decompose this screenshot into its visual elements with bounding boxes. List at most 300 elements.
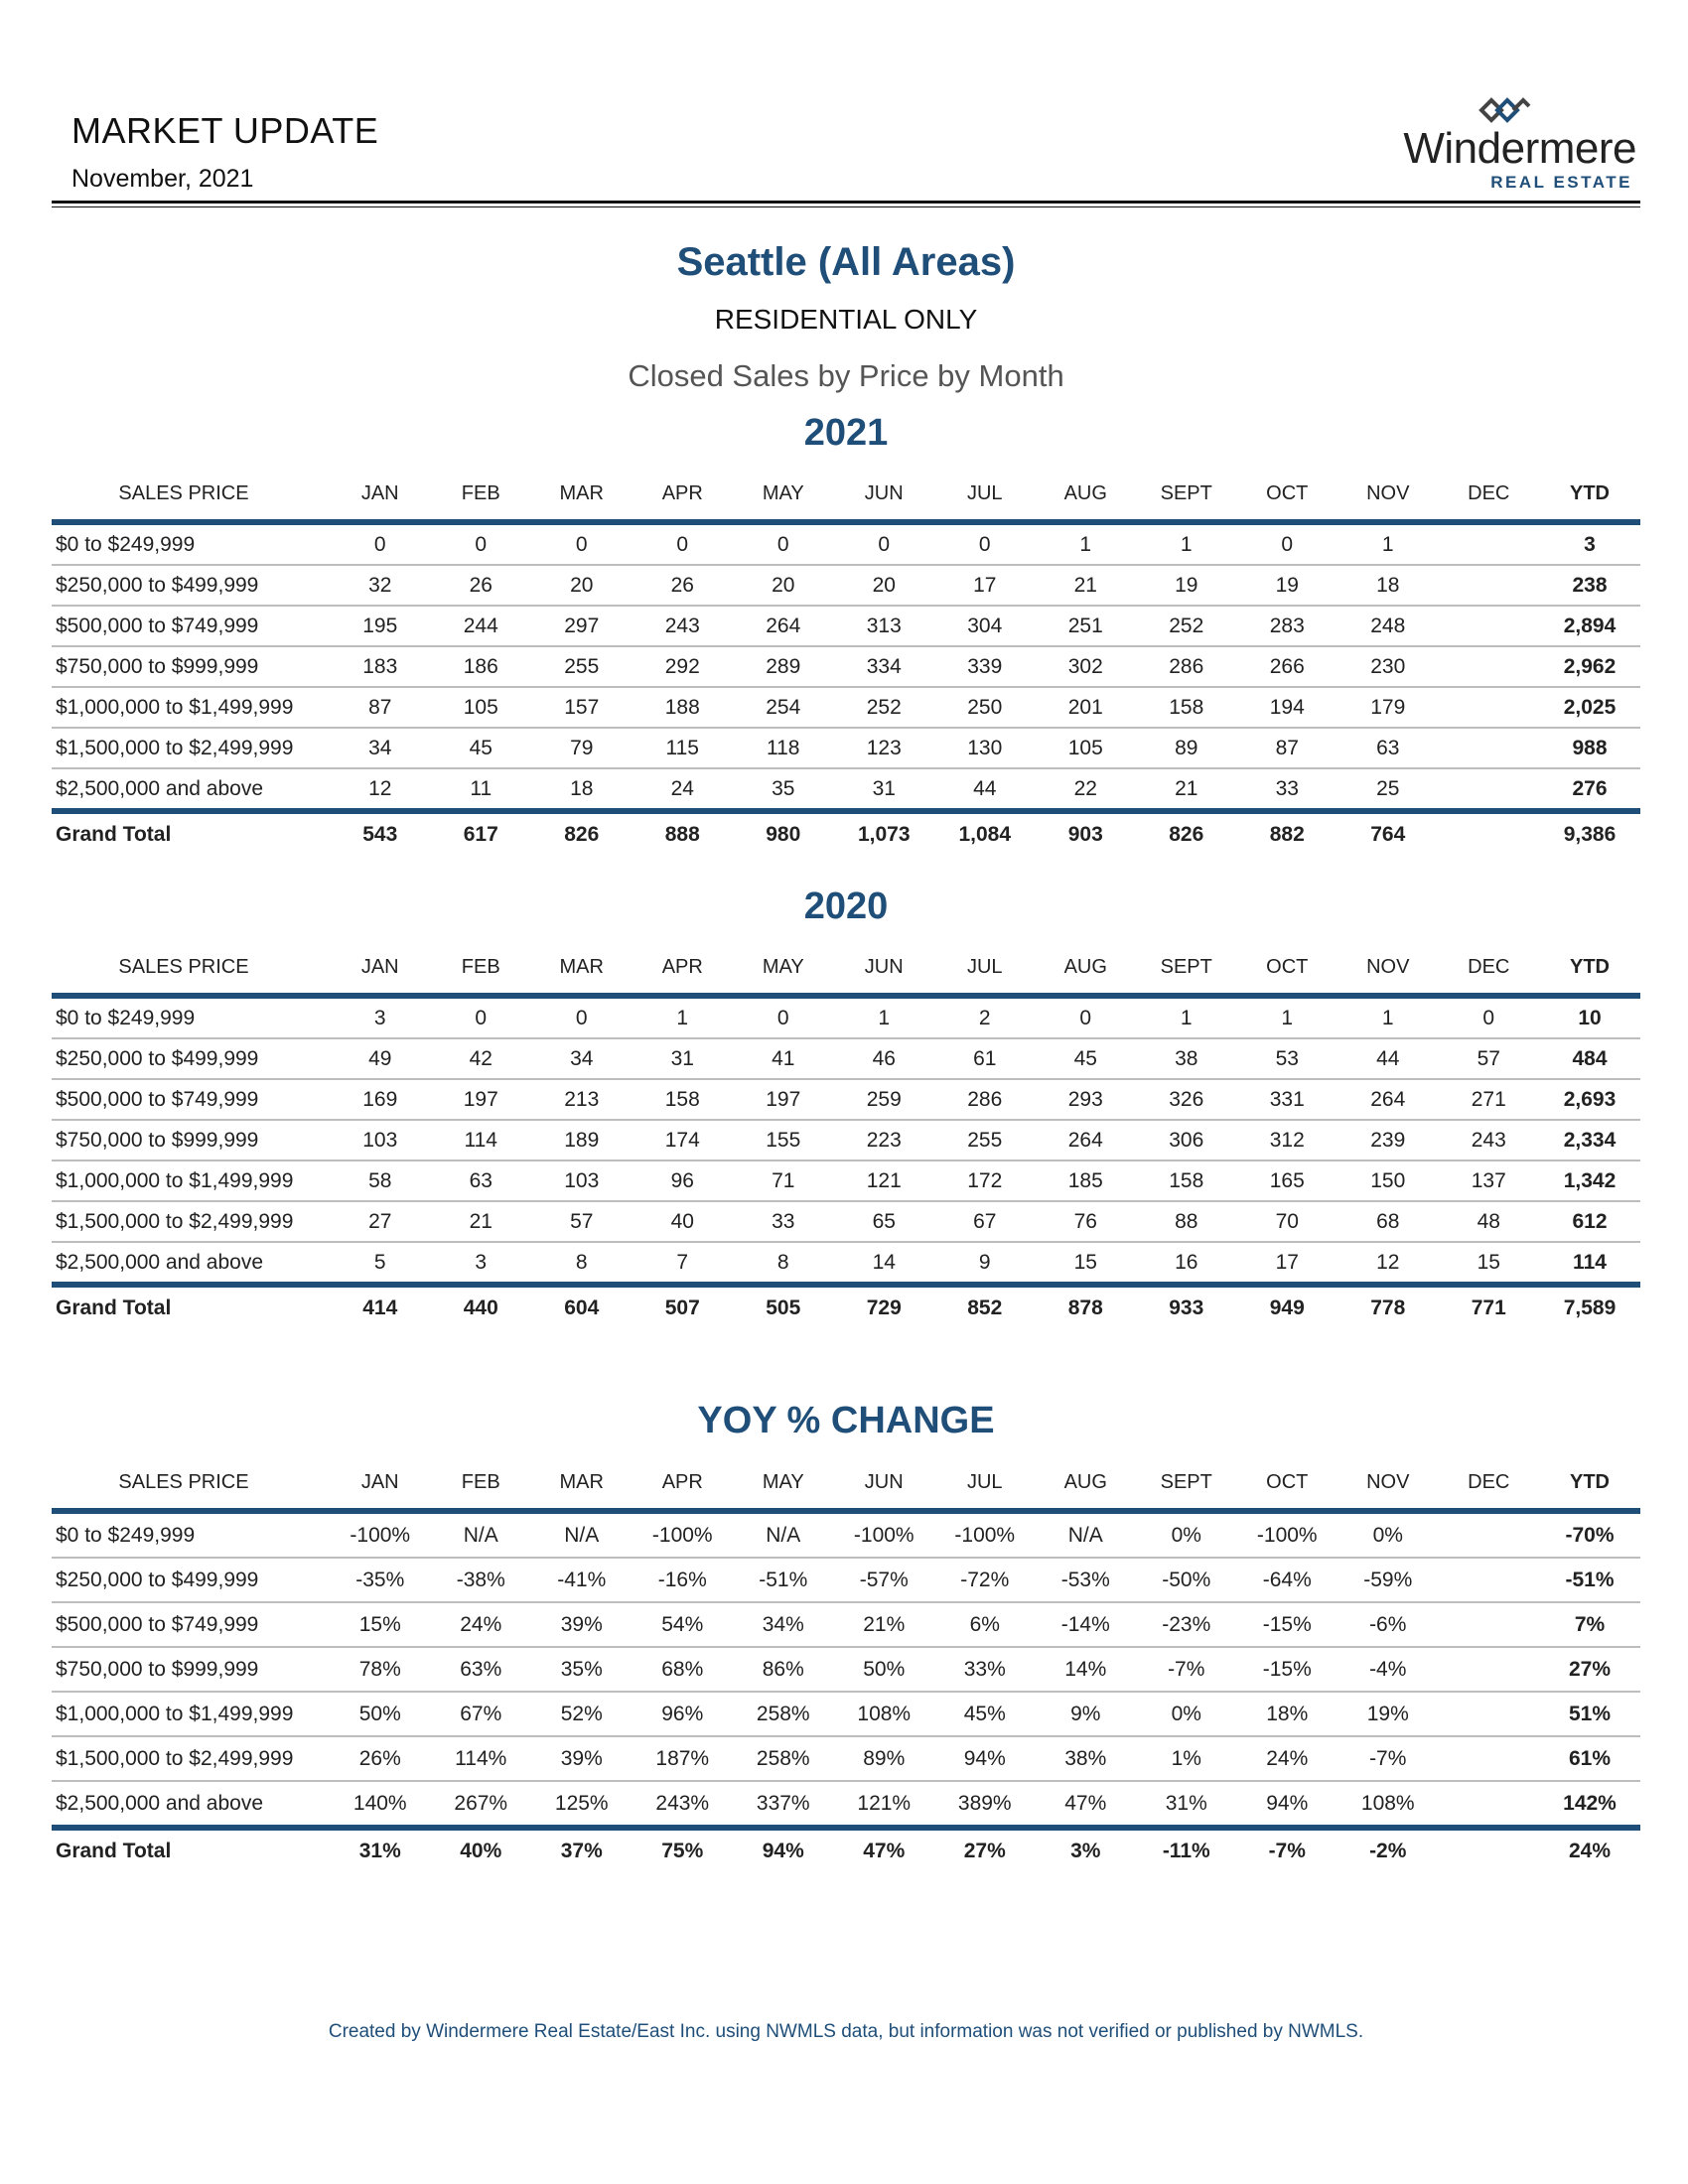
value-cell: 96% [633,1692,734,1736]
value-cell: -57% [834,1558,935,1602]
value-cell: 108% [1337,1781,1439,1828]
value-cell: 16 [1136,1242,1237,1285]
value-cell: 223 [834,1120,935,1160]
value-cell: 63% [431,1647,532,1692]
value-cell: 48 [1439,1201,1540,1242]
value-cell: 21 [1136,768,1237,811]
value-cell: 1 [633,996,734,1038]
table-row [52,1160,1640,1201]
total-cell: -11% [1162,1840,1210,1862]
value-cell: 32 [330,565,431,606]
value-cell: -51% [1539,1558,1640,1602]
table-row [52,646,1640,687]
value-cell: 1 [1237,996,1338,1038]
value-cell: 484 [1539,1038,1640,1079]
value-cell: 57 [1439,1038,1540,1079]
value-cell: 27% [1539,1647,1640,1692]
total-cell: 24% [1568,1840,1612,1862]
value-cell: 2,025 [1539,687,1640,728]
value-cell: 326 [1136,1079,1237,1120]
value-cell: -4% [1337,1647,1439,1692]
total-cell: 778 [1370,1297,1406,1319]
value-cell: -72% [934,1558,1036,1602]
value-cell: 34 [330,728,431,768]
value-cell: 63 [1337,728,1439,768]
value-cell: 14 [834,1242,935,1285]
value-cell: 39% [531,1736,633,1781]
total-cell: 414 [362,1297,398,1319]
value-cell: 2 [934,996,1036,1038]
value-cell: 79 [531,728,633,768]
column-header: YTD [1539,468,1640,522]
value-cell: 255 [934,1120,1036,1160]
value-cell: 12 [1337,1242,1439,1285]
value-cell: 12 [330,768,431,811]
value-cell: 612 [1539,1201,1640,1242]
value-cell: 7% [1539,1602,1640,1647]
value-cell: 243 [1439,1120,1540,1160]
value-cell [1439,1558,1540,1602]
column-header: SEPT [1136,1456,1237,1511]
total-cell: 617 [463,823,498,846]
value-cell: 33 [733,1201,834,1242]
value-cell: -59% [1337,1558,1439,1602]
value-cell: 264 [1036,1120,1137,1160]
value-cell: 9% [1036,1692,1137,1736]
value-cell: 0 [1439,996,1540,1038]
value-cell: 0% [1136,1692,1237,1736]
value-cell: 243 [633,606,734,646]
total-cell: 882 [1269,823,1305,846]
value-cell: 157 [531,687,633,728]
total-cell: 47% [863,1840,906,1862]
total-cell: 507 [664,1297,700,1319]
value-cell: 31 [633,1038,734,1079]
total-cell: 543 [362,823,398,846]
value-cell [1439,606,1540,646]
value-cell: 15 [1036,1242,1137,1285]
column-header: JAN [330,1456,431,1511]
value-cell: 50% [834,1647,935,1692]
table-row [52,687,1640,728]
total-cell: 826 [1169,823,1204,846]
value-cell: 0 [934,522,1036,565]
price-range-cell: $750,000 to $999,999 [52,1120,330,1160]
header-rule-thin [52,206,1640,207]
value-cell: -51% [733,1558,834,1602]
value-cell: 9 [934,1242,1036,1285]
value-cell: -6% [1337,1602,1439,1647]
column-header: SALES PRICE [52,468,330,522]
value-cell: 189 [531,1120,633,1160]
value-cell: 0 [733,522,834,565]
value-cell: 61 [934,1038,1036,1079]
value-cell: 103 [531,1160,633,1201]
value-cell: 195 [330,606,431,646]
column-header: JUL [934,941,1036,996]
value-cell: 306 [1136,1120,1237,1160]
value-cell: 51% [1539,1692,1640,1736]
table-2020 [52,941,1640,1329]
value-cell: 19 [1237,565,1338,606]
value-cell: 67% [431,1692,532,1736]
table-row [52,728,1640,768]
value-cell: 44 [934,768,1036,811]
table-row [52,565,1640,606]
column-header: JAN [330,468,431,522]
total-cell: 980 [766,823,801,846]
column-header: SEPT [1136,941,1237,996]
column-header: AUG [1036,1456,1137,1511]
value-cell: 150 [1337,1160,1439,1201]
value-cell: 2,693 [1539,1079,1640,1120]
value-cell: 45 [431,728,532,768]
column-header: NOV [1337,941,1439,996]
value-cell: 67 [934,1201,1036,1242]
value-cell: N/A [1036,1511,1137,1558]
table-row [52,522,1640,565]
header-row [52,1456,1640,1511]
column-header: OCT [1237,941,1338,996]
total-cell: 3% [1070,1840,1101,1862]
column-header: AUG [1036,468,1137,522]
value-cell: 78% [330,1647,431,1692]
value-cell: 3 [330,996,431,1038]
header-rule [52,201,1640,204]
column-header: SEPT [1136,468,1237,522]
value-cell: 201 [1036,687,1137,728]
price-range-cell: $750,000 to $999,999 [52,1647,330,1692]
table-row [52,1079,1640,1120]
total-cell: -7% [1268,1840,1306,1862]
value-cell: 25 [1337,768,1439,811]
value-cell: 179 [1337,687,1439,728]
total-cell: 878 [1067,1297,1103,1319]
column-header: DEC [1439,941,1540,996]
total-cell: 852 [967,1297,1003,1319]
value-cell: 33 [1237,768,1338,811]
value-cell [1439,728,1540,768]
price-range-cell: $500,000 to $749,999 [52,606,330,646]
value-cell: 264 [1337,1079,1439,1120]
report-title: MARKET UPDATE [71,110,379,151]
value-cell: 1,342 [1539,1160,1640,1201]
value-cell: 123 [834,728,935,768]
value-cell: 89 [1136,728,1237,768]
value-cell: 103 [330,1120,431,1160]
value-cell: 244 [431,606,532,646]
value-cell: 194 [1237,687,1338,728]
value-cell [1439,565,1540,606]
value-cell: 88 [1136,1201,1237,1242]
value-cell [1439,1602,1540,1647]
value-cell: 252 [834,687,935,728]
total-cell: 729 [866,1297,902,1319]
value-cell: 27 [330,1201,431,1242]
total-cell: 1,084 [958,823,1012,846]
value-cell: 18 [1337,565,1439,606]
value-cell: 31% [1136,1781,1237,1828]
value-cell: -64% [1237,1558,1338,1602]
value-cell: 6% [934,1602,1036,1647]
value-cell: 283 [1237,606,1338,646]
value-cell: 38% [1036,1736,1137,1781]
value-cell: 21 [431,1201,532,1242]
value-cell [1439,1781,1540,1828]
value-cell: -100% [633,1511,734,1558]
value-cell: 331 [1237,1079,1338,1120]
value-cell: 258% [733,1736,834,1781]
value-cell: 35 [733,768,834,811]
value-cell: 0% [1136,1511,1237,1558]
value-cell: 289 [733,646,834,687]
value-cell: 389% [934,1781,1036,1828]
value-cell: 0 [330,522,431,565]
value-cell: 38 [1136,1038,1237,1079]
column-header: JUL [934,1456,1036,1511]
grand-total-label: Grand Total [56,1297,172,1319]
price-range-cell: $500,000 to $749,999 [52,1602,330,1647]
value-cell: 125% [531,1781,633,1828]
table-row [52,1558,1640,1602]
value-cell: 293 [1036,1079,1137,1120]
column-header: DEC [1439,468,1540,522]
price-range-cell: $2,500,000 and above [52,768,330,811]
value-cell: 46 [834,1038,935,1079]
column-header: MAR [531,1456,633,1511]
value-cell: -35% [330,1558,431,1602]
value-cell: 118 [733,728,834,768]
value-cell: 186 [431,646,532,687]
table-row [52,1692,1640,1736]
column-header: SALES PRICE [52,1456,330,1511]
total-cell: 75% [661,1840,704,1862]
value-cell: 137 [1439,1160,1540,1201]
value-cell: 21% [834,1602,935,1647]
value-cell: 266 [1237,646,1338,687]
value-cell: 26 [431,565,532,606]
header-row [52,941,1640,996]
value-cell: 172 [934,1160,1036,1201]
price-range-cell: $250,000 to $499,999 [52,1558,330,1602]
value-cell: 0 [1237,522,1338,565]
value-cell: 114 [431,1120,532,1160]
value-cell: 337% [733,1781,834,1828]
value-cell: 24% [1237,1736,1338,1781]
value-cell: 20 [834,565,935,606]
value-cell: 3 [1539,522,1640,565]
value-cell: 10 [1539,996,1640,1038]
value-cell [1439,1736,1540,1781]
value-cell: 121% [834,1781,935,1828]
value-cell: 20 [531,565,633,606]
value-cell: 70 [1237,1201,1338,1242]
table-title-2021: 2021 [803,412,889,454]
value-cell: 0% [1337,1511,1439,1558]
value-cell: 54% [633,1602,734,1647]
value-cell: 276 [1539,768,1640,811]
value-cell: 2,894 [1539,606,1640,646]
value-cell: 76 [1036,1201,1137,1242]
logo-subtitle: REAL ESTATE [1490,173,1632,192]
value-cell: 53 [1237,1038,1338,1079]
windermere-mark-icon [1477,95,1533,125]
value-cell: 3 [431,1242,532,1285]
table-row [52,1647,1640,1692]
value-cell: 0 [1036,996,1137,1038]
price-range-cell: $1,500,000 to $2,499,999 [52,1201,330,1242]
value-cell: 41 [733,1038,834,1079]
total-cell: 888 [664,823,700,846]
value-cell: 2,962 [1539,646,1640,687]
value-cell: 264 [733,606,834,646]
value-cell: -100% [1237,1511,1338,1558]
value-cell: -15% [1237,1602,1338,1647]
value-cell: 11 [431,768,532,811]
value-cell: 250 [934,687,1036,728]
value-cell: 24 [633,768,734,811]
total-cell: -2% [1369,1840,1407,1862]
table-row [52,1602,1640,1647]
value-cell: 185 [1036,1160,1137,1201]
value-cell: 114 [1539,1242,1640,1285]
total-cell: 505 [766,1297,801,1319]
value-cell: 197 [431,1079,532,1120]
column-header: JUL [934,468,1036,522]
table-row [52,606,1640,646]
value-cell: 252 [1136,606,1237,646]
value-cell: -23% [1136,1602,1237,1647]
table-2021 [52,468,1640,856]
value-cell: 87 [330,687,431,728]
column-header: APR [633,468,734,522]
total-cell: 440 [463,1297,498,1319]
column-header: JUN [834,1456,935,1511]
price-range-cell: $1,000,000 to $1,499,999 [52,1692,330,1736]
value-cell: 0 [733,996,834,1038]
total-cell [1439,811,1540,856]
price-range-cell: $250,000 to $499,999 [52,565,330,606]
total-cell [1439,1828,1540,1872]
table-row [52,996,1640,1038]
value-cell: -7% [1136,1647,1237,1692]
value-cell: 271 [1439,1079,1540,1120]
column-header: MAR [531,468,633,522]
total-cell: 1,073 [857,823,911,846]
total-cell: 604 [564,1297,600,1319]
value-cell: 312 [1237,1120,1338,1160]
value-cell: 49 [330,1038,431,1079]
value-cell: 18 [531,768,633,811]
value-cell: 15% [330,1602,431,1647]
column-header: OCT [1237,468,1338,522]
value-cell: 115 [633,728,734,768]
grand-total-row [52,811,1640,856]
column-header: OCT [1237,1456,1338,1511]
total-cell: 9,386 [1563,823,1617,846]
value-cell: 158 [633,1079,734,1120]
value-cell: 5 [330,1242,431,1285]
value-cell: 213 [531,1079,633,1120]
column-header: FEB [431,941,532,996]
value-cell: 248 [1337,606,1439,646]
column-header: DEC [1439,1456,1540,1511]
grand-total-row [52,1285,1640,1329]
column-header: APR [633,941,734,996]
value-cell: 158 [1136,1160,1237,1201]
value-cell: 165 [1237,1160,1338,1201]
value-cell: N/A [531,1511,633,1558]
windermere-logo [1368,95,1636,199]
value-cell: 57 [531,1201,633,1242]
value-cell: 7 [633,1242,734,1285]
value-cell: 17 [1237,1242,1338,1285]
value-cell [1439,1511,1540,1558]
value-cell: 68 [1337,1201,1439,1242]
value-cell: 87 [1237,728,1338,768]
price-range-cell: $2,500,000 and above [52,1242,330,1285]
value-cell [1439,768,1540,811]
value-cell: 105 [1036,728,1137,768]
value-cell: 187% [633,1736,734,1781]
value-cell: 286 [1136,646,1237,687]
value-cell: 1 [1337,522,1439,565]
price-range-cell: $500,000 to $749,999 [52,1079,330,1120]
value-cell: 121 [834,1160,935,1201]
total-cell: 94% [762,1840,804,1862]
value-cell: 239 [1337,1120,1439,1160]
column-header: NOV [1337,1456,1439,1511]
value-cell: N/A [431,1511,532,1558]
value-cell: 14% [1036,1647,1137,1692]
value-cell: 39% [531,1602,633,1647]
value-cell: 63 [431,1160,532,1201]
report-subtitle: Closed Sales by Price by Month [628,358,1064,393]
total-cell: 40% [460,1840,502,1862]
value-cell: 61% [1539,1736,1640,1781]
value-cell: 42 [431,1038,532,1079]
value-cell: 255 [531,646,633,687]
value-cell: 94% [1237,1781,1338,1828]
value-cell: 0 [834,522,935,565]
table-row [52,768,1640,811]
value-cell: 22 [1036,768,1137,811]
value-cell: 26 [633,565,734,606]
value-cell: 18% [1237,1692,1338,1736]
column-header: AUG [1036,941,1137,996]
value-cell: 24% [431,1602,532,1647]
value-cell: 313 [834,606,935,646]
area-title: Seattle (All Areas) [676,240,1016,284]
value-cell [1439,1692,1540,1736]
value-cell: 108% [834,1692,935,1736]
value-cell: -100% [834,1511,935,1558]
value-cell: 158 [1136,687,1237,728]
value-cell: 1 [1136,996,1237,1038]
table-row [52,1038,1640,1079]
column-header: YTD [1539,941,1640,996]
value-cell: -16% [633,1558,734,1602]
value-cell: 339 [934,646,1036,687]
value-cell: 20 [733,565,834,606]
value-cell: 142% [1539,1781,1640,1828]
value-cell: 8 [531,1242,633,1285]
column-header: MAY [733,941,834,996]
value-cell [1439,522,1540,565]
value-cell: 105 [431,687,532,728]
value-cell: 114% [431,1736,532,1781]
value-cell: 230 [1337,646,1439,687]
